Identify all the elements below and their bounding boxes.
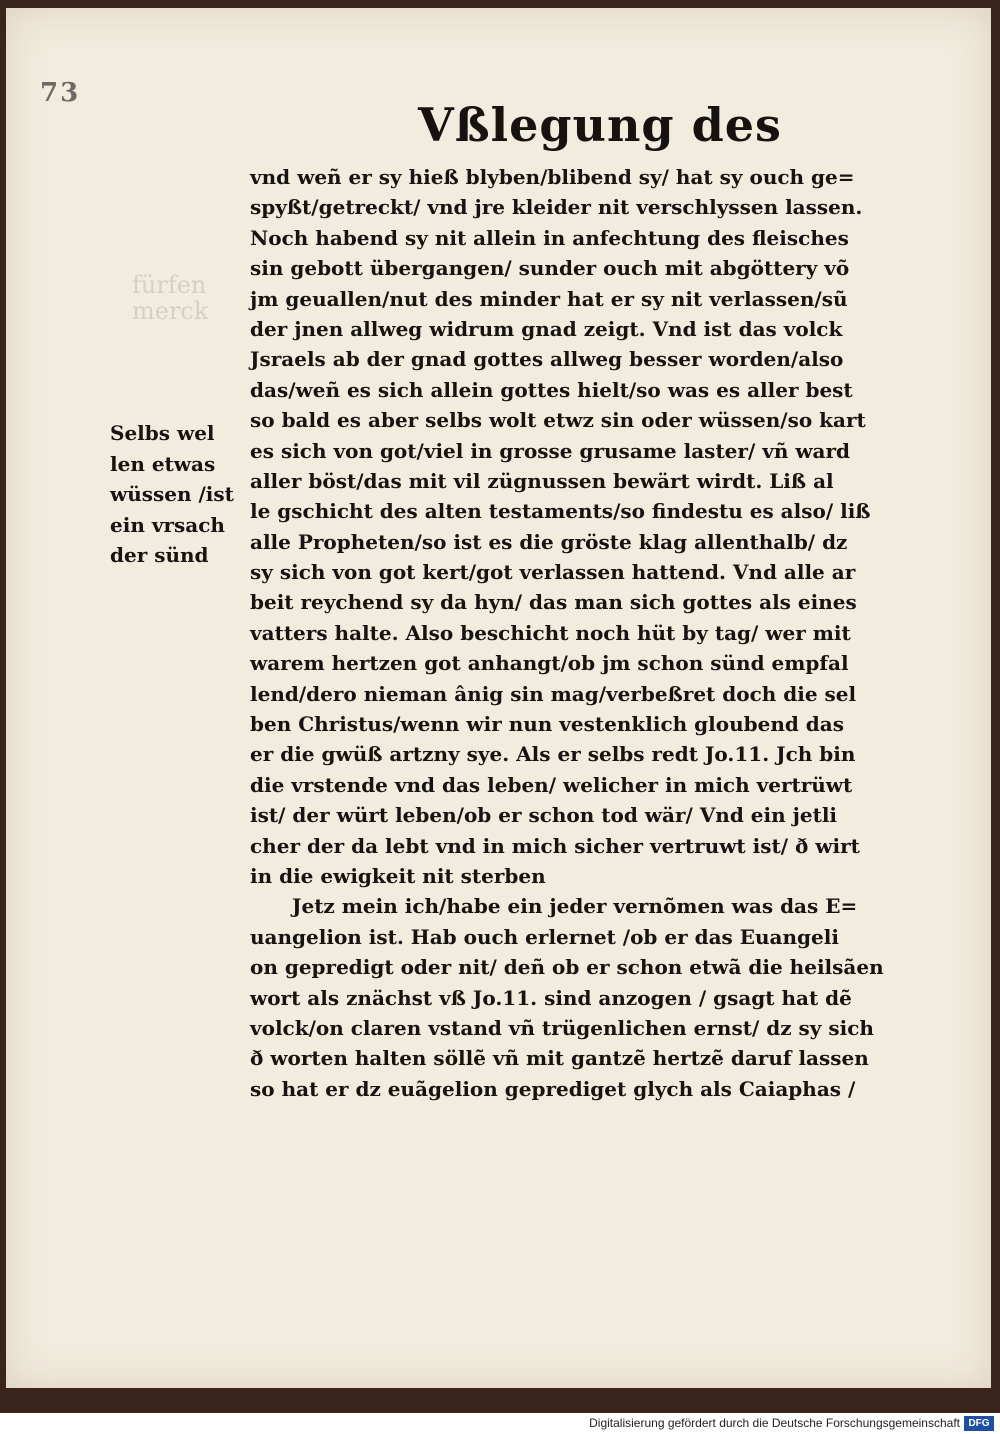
- marginal-note-line: der sünd: [110, 543, 209, 567]
- text-line: sy sich von got kert/got verlassen hattend. Vnd alle ar: [250, 560, 856, 585]
- text-line: Jetz mein ich/habe ein jeder vernõmen was das E=: [292, 894, 858, 919]
- text-line: beit reychend sy da hyn/ das man sich gottes als eines: [250, 590, 857, 615]
- text-line: aller böst/das mit vil zügnussen bewärt wirdt. Liß al: [250, 468, 834, 493]
- text-line: Noch habend sy nit allein in anfechtung des fleisches: [250, 225, 849, 250]
- text-line: so hat er dz euãgelion geprediget glych als Caiaphas /: [250, 1076, 856, 1101]
- text-line: das/weñ es sich allein gottes hielt/so was es aller best: [250, 377, 853, 402]
- text-line: uangelion ist. Hab ouch erlernet /ob er das Euangeli: [250, 924, 839, 949]
- text-line: spyßt/getreckt/ vnd jre kleider nit verschlyssen lassen.: [250, 195, 863, 220]
- marginal-note-line: Selbs wel: [110, 421, 215, 445]
- text-line: lend/dero nieman ânig sin mag/verbeßret doch die sel: [250, 681, 857, 706]
- text-line: alle Propheten/so ist es die gröste klag allenthalb/ dz: [250, 529, 848, 554]
- text-line: ben Christus/wenn wir nun vestenklich gloubend das: [250, 712, 845, 737]
- text-line: ist/ der würt leben/ob er schon tod wär/ Vnd ein jetli: [250, 803, 838, 828]
- text-line: vatters halte. Also beschicht noch hüt by tag/ wer mit: [250, 620, 851, 645]
- marginal-note-line: ein vrsach: [110, 512, 225, 537]
- marginal-note: [110, 418, 250, 571]
- text-line: er die gwüß artzny sye. Als er selbs redt Jo.11. Jch bin: [250, 742, 856, 767]
- text-line: cher der da lebt vnd in mich sicher vertruwt ist/ ð wirt: [250, 833, 860, 858]
- text-line: warem hertzen got anhangt/ob jm schon sünd empfal: [250, 651, 849, 676]
- footer: [0, 1413, 1000, 1434]
- funding-credit: Digitalisierung gefördert durch die Deutsche Forschungsgemeinschaft: [589, 1416, 960, 1430]
- text-line: Jsraels ab der gnad gottes allweg besser worden/also: [250, 347, 844, 372]
- dfg-logo: DFG: [964, 1416, 994, 1431]
- folio-mark: 73: [40, 78, 81, 108]
- text-line: sin gebott übergangen/ sunder ouch mit abgöttery võ: [250, 256, 850, 281]
- text-line: ð worten halten söllẽ vñ mit gantzẽ hertzẽ daruf lassen: [250, 1046, 869, 1071]
- text-line: volck/on claren vstand vñ trügenlichen ernst/ dz sy sich: [250, 1015, 874, 1040]
- marginal-note-line: len etwas: [110, 451, 216, 476]
- text-line: wort als znächst vß Jo.11. sind anzogen / gsagt hat dẽ: [250, 985, 852, 1010]
- text-line: die vrstende vnd das leben/ welicher in mich vertrüwt: [250, 772, 853, 797]
- text-line: on gepredigt oder nit/ deñ ob er schon etwã die heilsãen: [250, 955, 884, 980]
- body-text: [250, 162, 930, 1104]
- text-line: le gschicht des alten testaments/so findestu es also/ liß: [250, 499, 871, 524]
- running-head: Vßlegung des: [418, 98, 782, 152]
- text-line: in die ewigkeit nit sterben: [250, 863, 546, 888]
- text-line: es sich von got/viel in grosse grusame laster/ vñ ward: [250, 438, 851, 463]
- text-line: vnd weñ er sy hieß blyben/blibend sy/ hat sy ouch ge=: [250, 165, 855, 189]
- marginal-note-line: wüssen /ist: [110, 482, 234, 506]
- text-line: so bald es aber selbs wolt etwz sin oder wüssen/so kart: [250, 408, 866, 433]
- text-line: der jnen allweg widrum gnad zeigt. Vnd ist das volck: [250, 316, 843, 341]
- bleed-through-text: fürfen merck: [132, 271, 209, 325]
- text-line: jm geuallen/nut des minder hat er sy nit verlassen/sũ: [250, 286, 848, 311]
